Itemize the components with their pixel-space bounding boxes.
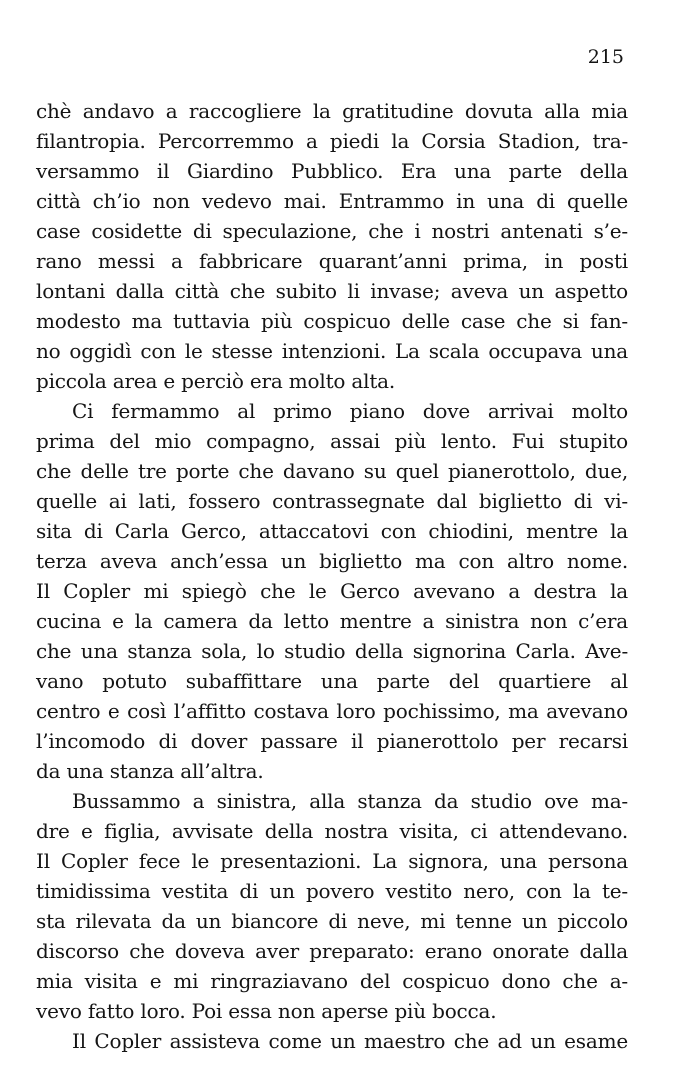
text-line: Ci fermammo al primo piano dove arrivai molto — [72, 399, 628, 423]
text-line: versammo il Giardino Pubblico. Era una parte della — [36, 159, 628, 183]
text-line: piccola area e perciò era molto alta. — [36, 369, 396, 393]
text-line: da una stanza all’altra. — [36, 759, 264, 783]
text-line: città ch’io non vedevo mai. Entrammo in una di quelle — [36, 189, 628, 213]
text-line: che una stanza sola, lo studio della signorina Carla. Ave- — [36, 639, 628, 663]
text-line: centro e così l’affitto costava loro pochissimo, ma avevano — [36, 699, 628, 723]
text-line: terza aveva anch’essa un biglietto ma con altro nome. — [36, 549, 628, 573]
body-text — [36, 96, 628, 1056]
page-number: 215 — [587, 46, 624, 68]
text-line: vevo fatto loro. Poi essa non aperse più bocca. — [36, 999, 497, 1023]
text-line: filantropia. Percorremmo a piedi la Corsia Stadion, tra- — [36, 129, 628, 153]
text-line: case cosidette di speculazione, che i nostri antenati s’e- — [36, 219, 628, 243]
text-line: discorso che doveva aver preparato: erano onorate dalla — [36, 939, 628, 963]
text-line: sita di Carla Gerco, attaccatovi con chiodini, mentre la — [36, 519, 628, 543]
text-line: prima del mio compagno, assai più lento. Fui stupito — [36, 429, 628, 453]
text-line: dre e figlia, avvisate della nostra visita, ci attendevano. — [36, 819, 628, 843]
text-line: l’incomodo di dover passare il pianerottolo per recarsi — [36, 729, 628, 753]
text-line: timidissima vestita di un povero vestito nero, con la te- — [36, 879, 628, 903]
text-line: che delle tre porte che davano su quel pianerottolo, due, — [36, 459, 628, 483]
text-line: Bussammo a sinistra, alla stanza da studio ove ma- — [72, 789, 628, 813]
text-line: lontani dalla città che subito li invase; aveva un aspetto — [36, 279, 628, 303]
text-line: no oggidì con le stesse intenzioni. La scala occupava una — [36, 339, 628, 363]
text-line: quelle ai lati, fossero contrassegnate dal biglietto di vi- — [36, 489, 628, 513]
text-line: Il Copler assisteva come un maestro che ad un esame — [72, 1029, 628, 1053]
text-line: sta rilevata da un biancore di neve, mi tenne un piccolo — [36, 909, 628, 933]
text-line: chè andavo a raccogliere la gratitudine dovuta alla mia — [36, 99, 628, 123]
text-line: rano messi a fabbricare quarant’anni prima, in posti — [36, 249, 628, 273]
text-line: modesto ma tuttavia più cospicuo delle case che si fan- — [36, 309, 628, 333]
text-line: Il Copler mi spiegò che le Gerco avevano a destra la — [36, 579, 628, 603]
text-line: vano potuto subaffittare una parte del quartiere al — [36, 669, 628, 693]
text-line: Il Copler fece le presentazioni. La signora, una persona — [36, 849, 628, 873]
text-line: mia visita e mi ringraziavano del cospicuo dono che a- — [36, 969, 628, 993]
text-line: cucina e la camera da letto mentre a sinistra non c’era — [36, 609, 628, 633]
